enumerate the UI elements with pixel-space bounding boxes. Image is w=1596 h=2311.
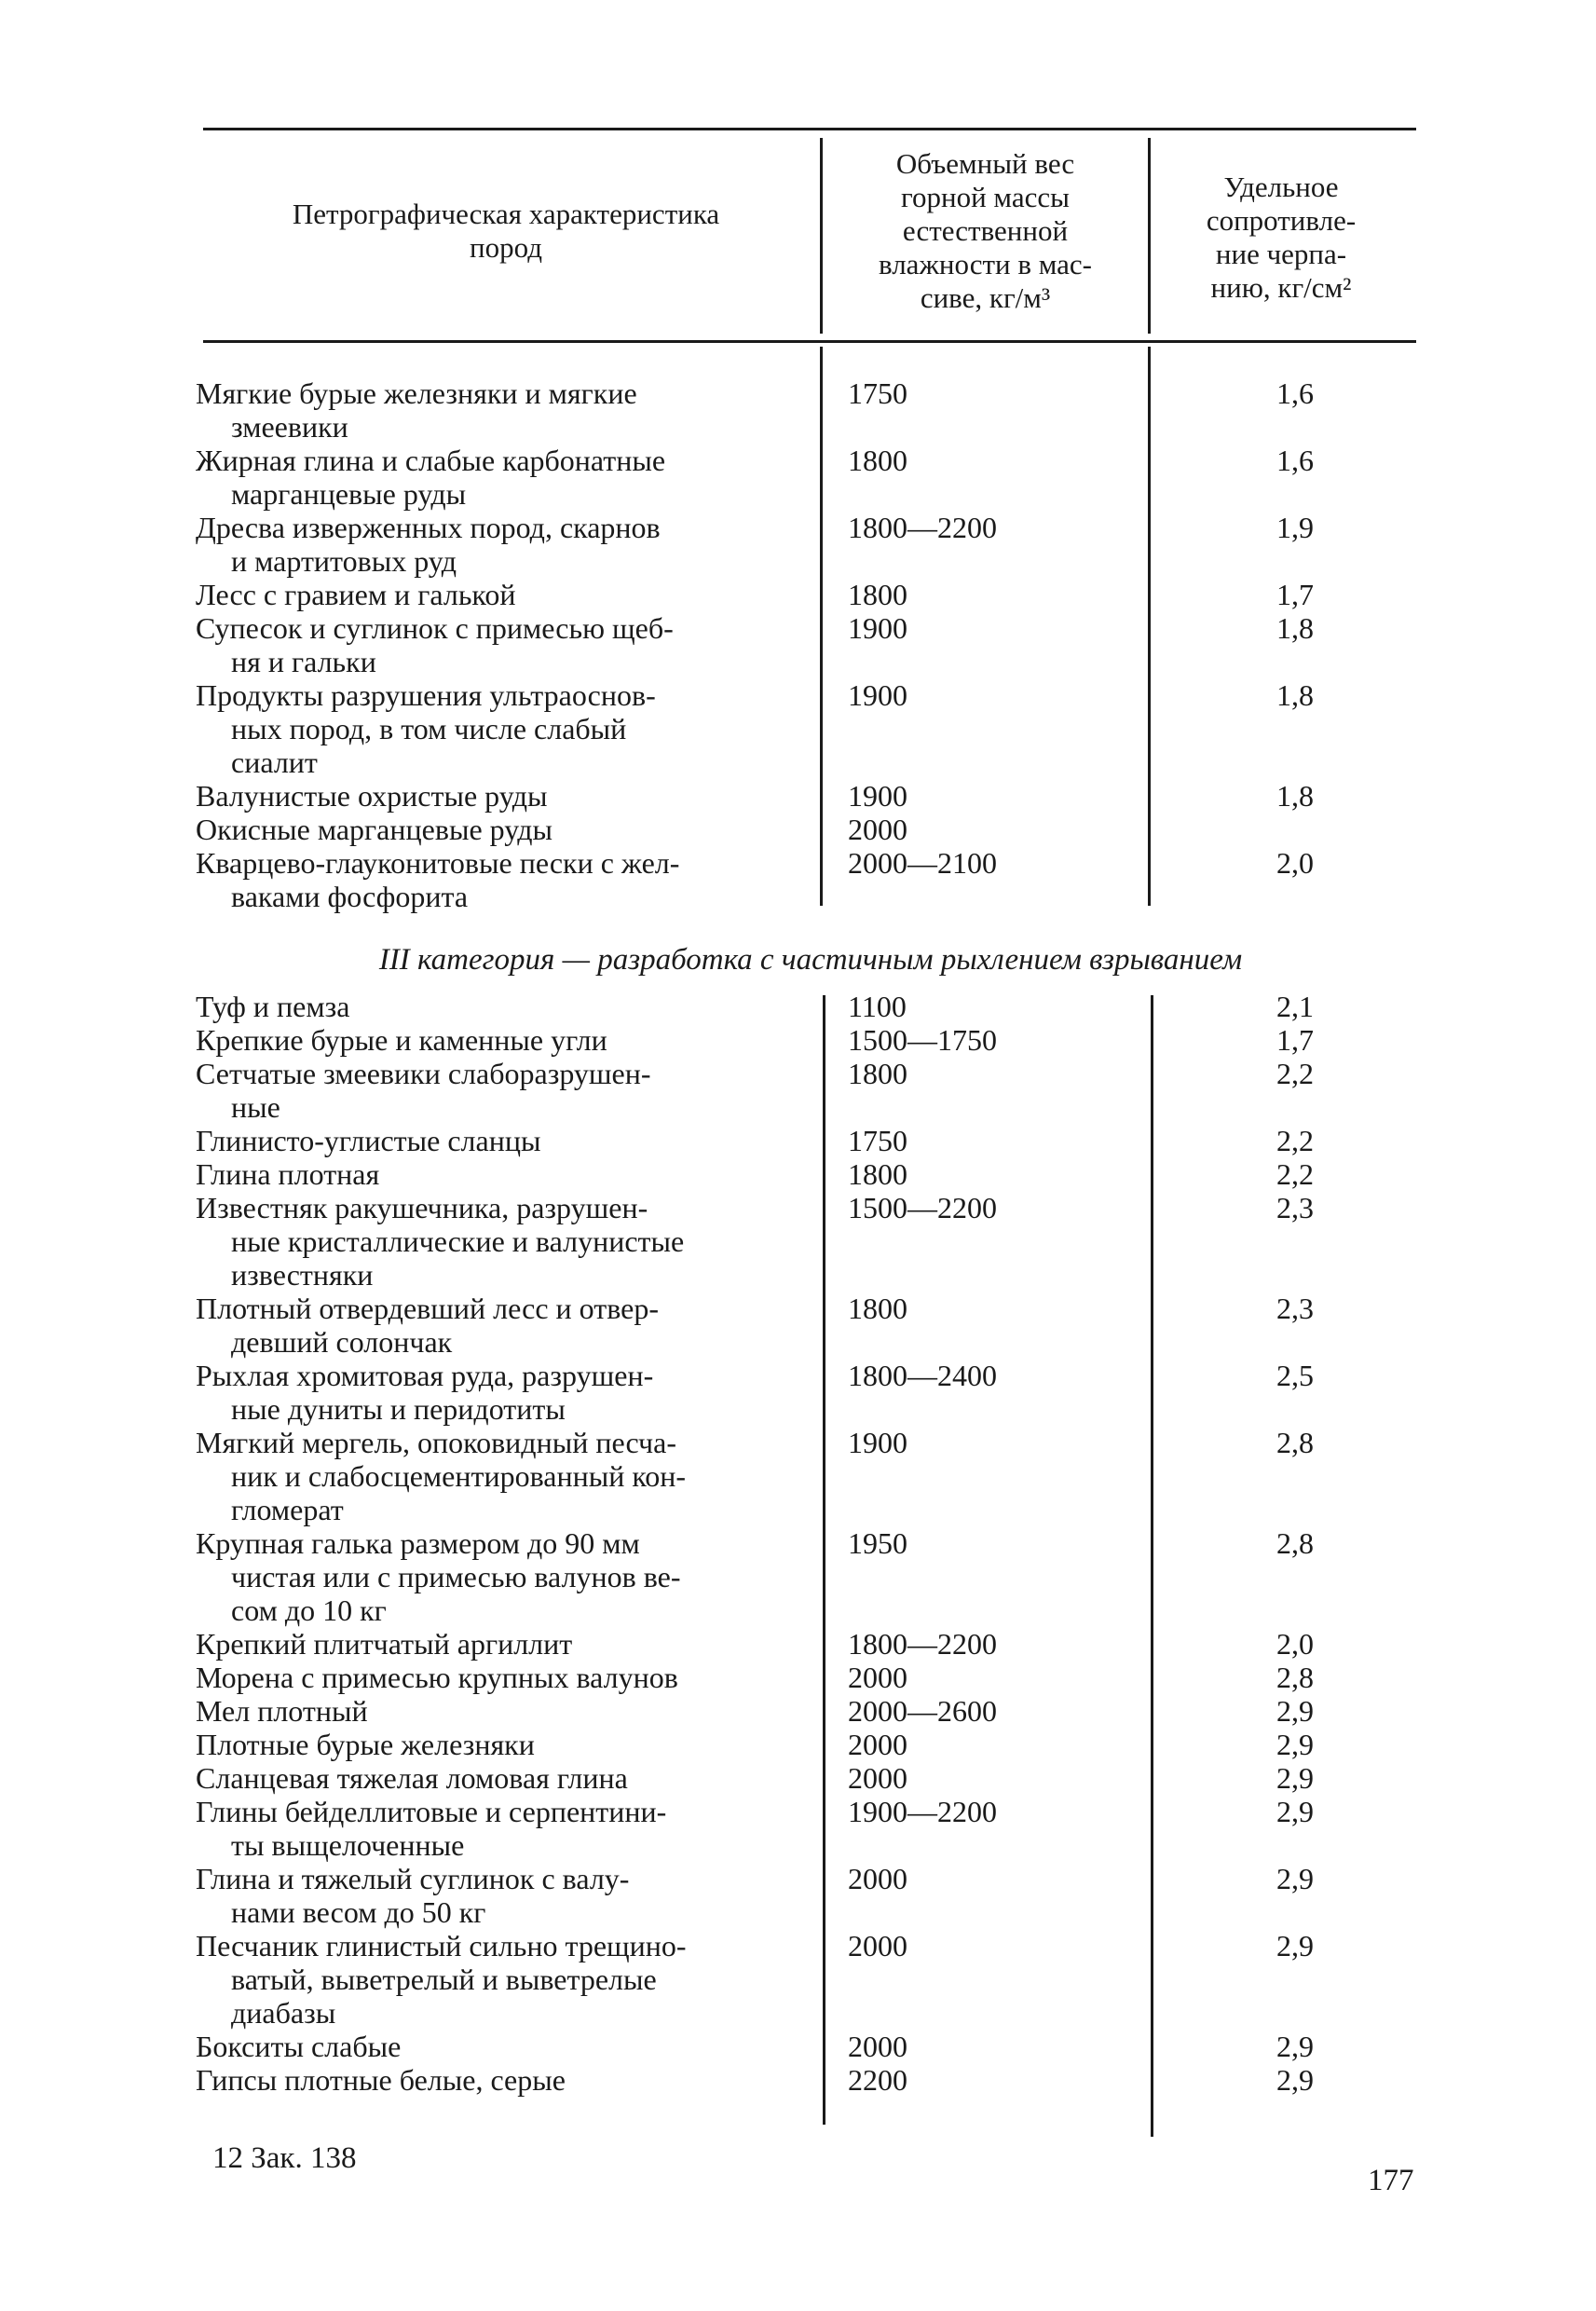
rock-description — [196, 779, 801, 813]
rock-description-line: Крепкий плитчатый аргиллит — [196, 1627, 573, 1661]
table-row — [196, 1661, 1425, 1694]
rock-description-line: Мел плотный — [196, 1694, 368, 1728]
rock-description-line: гломерат — [231, 1493, 344, 1526]
rock-description-line: ня и гальки — [231, 645, 376, 678]
digging-resistance-value: 2,9 — [1276, 2063, 1314, 2097]
rock-description-line: Кварцево-глауконитовые пески с жел- — [196, 846, 680, 880]
header-col-resistance-line: сопротивле- — [1206, 204, 1357, 237]
table-row — [196, 2030, 1425, 2063]
header-col-weight-line: Объемный вес — [895, 147, 1075, 180]
rock-description-line: ных пород, в том числе слабый — [231, 712, 627, 745]
rock-description — [196, 2063, 801, 2097]
rock-description-line: Супесок и суглинок с примесью щеб- — [196, 611, 674, 645]
digging-resistance-value: 2,0 — [1276, 1627, 1314, 1661]
table-row — [196, 444, 1425, 511]
table-row — [196, 1795, 1425, 1862]
bulk-weight-value: 1800 — [848, 1292, 907, 1325]
table-row — [196, 1694, 1425, 1728]
rock-description-line: девший солончак — [231, 1325, 453, 1359]
table-row — [196, 1761, 1425, 1795]
rock-description-line: известняки — [231, 1258, 374, 1292]
digging-resistance-value: 1,8 — [1276, 678, 1314, 712]
rock-description — [196, 1929, 801, 2030]
rock-description-line: Рыхлая хромитовая руда, разрушен- — [196, 1359, 654, 1392]
rock-description-line: Мягкие бурые железняки и мягкие — [196, 376, 637, 410]
rock-description — [196, 990, 801, 1023]
rock-description-line: и мартитовых руд — [231, 544, 457, 578]
rock-description-line: сом до 10 кг — [231, 1593, 387, 1627]
table-row — [196, 1191, 1425, 1292]
header-divider-1 — [820, 138, 823, 334]
rock-description-line: ник и слабосцементированный кон- — [231, 1459, 687, 1493]
bulk-weight-value: 1500—1750 — [848, 1023, 997, 1057]
rock-description — [196, 611, 801, 678]
digging-resistance-value: 1,6 — [1276, 376, 1314, 410]
digging-resistance-value: 1,7 — [1276, 578, 1314, 611]
header-col-rock-line: Петрографическая характеристика — [292, 198, 720, 230]
bulk-weight-value: 1800 — [848, 444, 907, 477]
bulk-weight-value: 1800 — [848, 578, 907, 611]
table-row — [196, 846, 1425, 913]
rock-description — [196, 1023, 801, 1057]
bulk-weight-value: 1800 — [848, 1057, 907, 1090]
bulk-weight-value: 1900 — [848, 611, 907, 645]
digging-resistance-value: 2,9 — [1276, 1929, 1314, 1962]
table-row — [196, 1359, 1425, 1426]
header-divider-2 — [1148, 138, 1151, 334]
table-top-rule — [203, 128, 1416, 130]
rock-description-line: ные кристаллические и валунистые — [231, 1224, 685, 1258]
table-row — [196, 1862, 1425, 1929]
rock-description — [196, 1426, 801, 1526]
table-row — [196, 1157, 1425, 1191]
rock-description-line: ные — [231, 1090, 280, 1124]
digging-resistance-value: 2,9 — [1276, 1862, 1314, 1895]
rock-description — [196, 1359, 801, 1426]
table-row — [196, 1292, 1425, 1359]
rock-description-line: диабазы — [231, 1996, 336, 2030]
rock-description-line: Морена с примесью крупных валунов — [196, 1661, 678, 1694]
digging-resistance-value: 2,3 — [1276, 1191, 1314, 1224]
rock-description — [196, 1191, 801, 1292]
table-row — [196, 779, 1425, 813]
bulk-weight-value: 1900 — [848, 779, 907, 813]
bulk-weight-value: 1750 — [848, 1124, 907, 1157]
rock-description — [196, 1795, 801, 1862]
rock-description — [196, 1292, 801, 1359]
rock-description-line: Туф и пемза — [196, 990, 350, 1023]
rock-description-line: ваками фосфорита — [231, 880, 469, 913]
rock-description-line: ные дуниты и перидотиты — [231, 1392, 566, 1426]
bulk-weight-value: 2000 — [848, 1929, 907, 1962]
rock-description — [196, 846, 801, 913]
table-row — [196, 1728, 1425, 1761]
rock-description-line: Сетчатые змеевики слаборазрушен- — [196, 1057, 651, 1090]
rock-description-line: Глины бейделлитовые и серпентини- — [196, 1795, 667, 1828]
digging-resistance-value: 1,9 — [1276, 511, 1314, 544]
header-col-weight-line: естественной — [902, 214, 1069, 247]
rock-description-line: Лесс с гравием и галькой — [196, 578, 516, 611]
bulk-weight-value: 2000 — [848, 813, 907, 846]
rock-description — [196, 1627, 801, 1661]
rock-description — [196, 578, 801, 611]
rock-description-line: нами весом до 50 кг — [231, 1895, 486, 1929]
digging-resistance-value: 2,9 — [1276, 2030, 1314, 2063]
rock-description-line: Крепкие бурые и каменные угли — [196, 1023, 607, 1057]
rock-description-line: чистая или с примесью валунов ве- — [231, 1560, 681, 1593]
table-row — [196, 1124, 1425, 1157]
rock-description-line: Глинисто-углистые сланцы — [196, 1124, 541, 1157]
rock-description — [196, 2030, 801, 2063]
table-row — [196, 1057, 1425, 1124]
rock-description-line: ты выщелоченные — [231, 1828, 465, 1862]
rock-description — [196, 444, 801, 511]
rock-description-line: ватый, выветрелый и выветрелые — [231, 1962, 657, 1996]
header-col-weight-line: влажности в мас- — [878, 248, 1093, 280]
table-row — [196, 1627, 1425, 1661]
rock-description-line: Жирная глина и слабые карбонатные — [196, 444, 666, 477]
header-col-weight-line: сиве, кг/м³ — [920, 281, 1051, 314]
table-row — [196, 1929, 1425, 2030]
header-col-resistance-line: нию, кг/см² — [1210, 271, 1352, 304]
rock-description-line: Окисные марганцевые руды — [196, 813, 552, 846]
digging-resistance-value: 2,9 — [1276, 1728, 1314, 1761]
digging-resistance-value: 2,3 — [1276, 1292, 1314, 1325]
section-title: III категория — разработка с частичным рыхлением взрыванием — [378, 943, 1243, 977]
digging-resistance-value: 2,8 — [1276, 1426, 1314, 1459]
table-row — [196, 578, 1425, 611]
digging-resistance-value: 2,9 — [1276, 1761, 1314, 1795]
bulk-weight-value: 2000 — [848, 1862, 907, 1895]
header-col-rock-line: пород — [470, 231, 542, 264]
rock-description-line: Крупная галька размером до 90 мм — [196, 1526, 640, 1560]
digging-resistance-value: 1,6 — [1276, 444, 1314, 477]
digging-resistance-value: 2,0 — [1276, 846, 1314, 880]
rock-description — [196, 678, 801, 779]
bulk-weight-value: 1800—2200 — [848, 1627, 997, 1661]
rock-description — [196, 813, 801, 846]
rock-description-line: Сланцевая тяжелая ломовая глина — [196, 1761, 628, 1795]
table-row — [196, 611, 1425, 678]
footer-order-note: 12 Зак. 138 — [212, 2141, 357, 2175]
rock-description — [196, 1728, 801, 1761]
digging-resistance-value: 2,8 — [1276, 1661, 1314, 1694]
rock-description — [196, 1761, 801, 1795]
bulk-weight-value: 1800—2200 — [848, 511, 997, 544]
rock-description — [196, 1157, 801, 1191]
bulk-weight-value: 2200 — [848, 2063, 907, 2097]
header-col-rock — [203, 198, 809, 265]
header-col-weight — [829, 147, 1141, 315]
digging-resistance-value: 2,1 — [1276, 990, 1314, 1023]
table-row — [196, 1023, 1425, 1057]
header-col-resistance — [1155, 171, 1407, 305]
bulk-weight-value: 2000—2100 — [848, 846, 997, 880]
digging-resistance-value: 1,8 — [1276, 779, 1314, 813]
rock-description-line: Плотные бурые железняки — [196, 1728, 535, 1761]
table-row — [196, 1526, 1425, 1627]
rock-description-line: Плотный отвердевший лесс и отвер- — [196, 1292, 659, 1325]
bulk-weight-value: 1800—2400 — [848, 1359, 997, 1392]
header-col-resistance-line: ние черпа- — [1215, 238, 1347, 270]
bulk-weight-value: 1900 — [848, 1426, 907, 1459]
rock-description-line: Валунистые охристые руды — [196, 779, 548, 813]
rock-description-line: Глина и тяжелый суглинок с валу- — [196, 1862, 630, 1895]
bulk-weight-value: 1900—2200 — [848, 1795, 997, 1828]
bulk-weight-value: 1900 — [848, 678, 907, 712]
rock-description — [196, 1124, 801, 1157]
digging-resistance-value: 2,2 — [1276, 1057, 1314, 1090]
digging-resistance-value: 2,9 — [1276, 1694, 1314, 1728]
table-row — [196, 511, 1425, 578]
digging-resistance-value: 2,2 — [1276, 1124, 1314, 1157]
rock-description — [196, 1661, 801, 1694]
table-row — [196, 376, 1425, 444]
digging-resistance-value: 2,2 — [1276, 1157, 1314, 1191]
table-body-group-1 — [196, 376, 1425, 913]
table-row — [196, 813, 1425, 846]
rock-description-line: Дресва изверженных пород, скарнов — [196, 511, 661, 544]
rock-description-line: Песчаник глинистый сильно трещино- — [196, 1929, 687, 1962]
rock-description-line: марганцевые руды — [231, 477, 467, 511]
rock-description-line: сиалит — [231, 745, 318, 779]
rock-description-line: змеевики — [231, 410, 348, 444]
bulk-weight-value: 2000 — [848, 1761, 907, 1795]
page-number: 177 — [1368, 2164, 1414, 2197]
rock-description — [196, 1526, 801, 1627]
digging-resistance-value: 2,8 — [1276, 1526, 1314, 1560]
bulk-weight-value: 2000 — [848, 1661, 907, 1694]
table-row — [196, 1426, 1425, 1526]
rock-description-line: Мягкий мергель, опоковидный песча- — [196, 1426, 676, 1459]
header-col-resistance-line: Удельное — [1223, 171, 1339, 203]
table-row — [196, 678, 1425, 779]
rock-description — [196, 1862, 801, 1929]
table-header-rule — [203, 340, 1416, 343]
bulk-weight-value: 2000—2600 — [848, 1694, 997, 1728]
rock-description-line: Бокситы слабые — [196, 2030, 402, 2063]
rock-description-line: Известняк ракушечника, разрушен- — [196, 1191, 648, 1224]
rock-description-line: Глина плотная — [196, 1157, 380, 1191]
digging-resistance-value: 2,5 — [1276, 1359, 1314, 1392]
header-col-weight-line: горной массы — [901, 181, 1070, 213]
rock-description — [196, 511, 801, 578]
bulk-weight-value: 2000 — [848, 1728, 907, 1761]
bulk-weight-value: 1500—2200 — [848, 1191, 997, 1224]
rock-description-line: Гипсы плотные белые, серые — [196, 2063, 566, 2097]
rock-description — [196, 1694, 801, 1728]
rock-description — [196, 376, 801, 444]
table-row — [196, 990, 1425, 1023]
bulk-weight-value: 1100 — [848, 990, 907, 1023]
rock-description-line: Продукты разрушения ультраоснов- — [196, 678, 656, 712]
bulk-weight-value: 2000 — [848, 2030, 907, 2063]
digging-resistance-value: 1,7 — [1276, 1023, 1314, 1057]
bulk-weight-value: 1800 — [848, 1157, 907, 1191]
digging-resistance-value: 2,9 — [1276, 1795, 1314, 1828]
rock-description — [196, 1057, 801, 1124]
bulk-weight-value: 1950 — [848, 1526, 907, 1560]
table-row — [196, 2063, 1425, 2097]
table-body-group-2 — [196, 990, 1425, 2097]
bulk-weight-value: 1750 — [848, 376, 907, 410]
digging-resistance-value: 1,8 — [1276, 611, 1314, 645]
